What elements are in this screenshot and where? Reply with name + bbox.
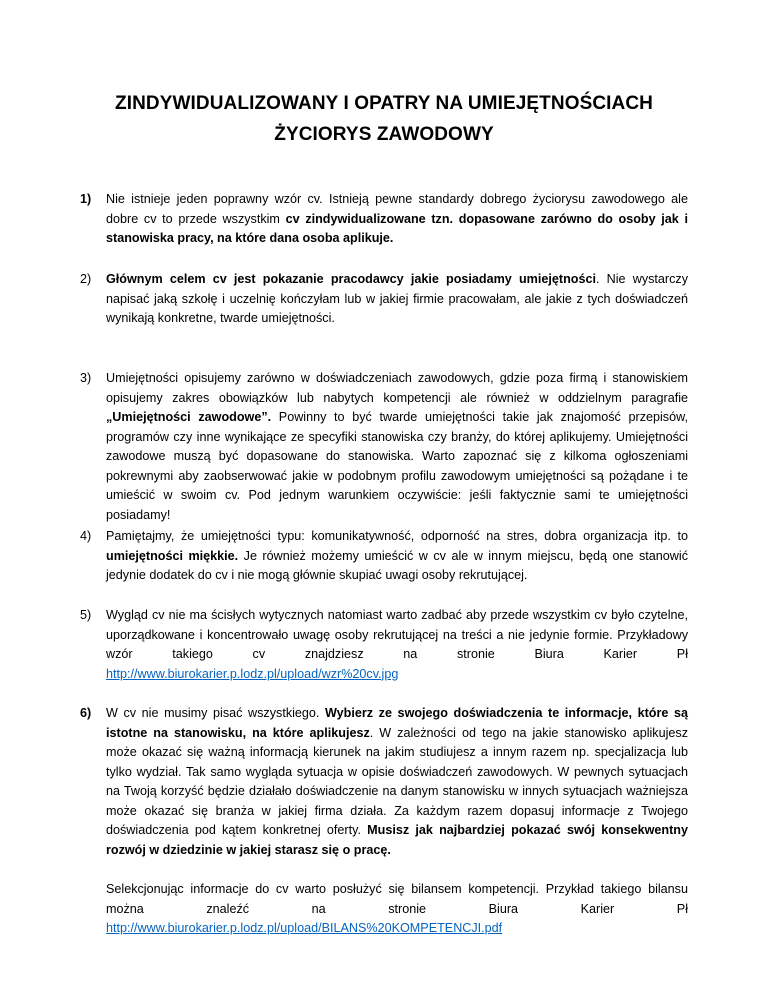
list-number: 4)	[80, 529, 92, 543]
list-item-2	[80, 270, 688, 329]
list-number: 5)	[80, 608, 92, 622]
closing-paragraph: Selekcjonując informacje do cv warto posłużyć się bilansem kompetencji. Przykład takiego bilansu można znaleźć na stronie Biura Karier Pł http://www.biurokarier.p.lodz.pl/upload/BILANS%20KOMPETENCJI.pdf	[106, 882, 688, 935]
list-item-1	[80, 190, 688, 249]
list-item-text: Nie istnieje jeden poprawny wzór cv. Istnieją pewne standardy dobrego życiorysu zawodowego ale dobre cv to przede wszystkim cv zindywidualizowane tzn. dopasowane zarówno do osoby jak i stanowiska pracy, na które dana osoba aplikuje.	[106, 192, 688, 245]
list-item-3	[80, 369, 688, 525]
list-item-6	[80, 704, 688, 860]
wzor-cv-link[interactable]: http://www.biurokarier.p.lodz.pl/upload/wzr%20cv.jpg	[106, 666, 399, 681]
list-item-text: Pamiętajmy, że umiejętności typu: komunikatywność, odporność na stres, dobra organizacja itp. to umiejętności miękkie. Je również możemy umieścić w cv ale w innym miejscu, będą one stanowić jedynie dodatek do cv i nie mogą głównie skupiać uwagi osoby rekrutującej.	[106, 529, 688, 582]
list-number: 1)	[80, 192, 92, 206]
list-item-text: Umiejętności opisujemy zarówno w doświadczeniach zawodowych, gdzie poza firmą i stanowiskiem opisujemy zakres obowiązków lub nabytych kompetencji ale również w oddzielnym paragrafie „Umiejętności zawodowe”. Powinny to być twarde umiejętności takie jak znajomość przepisów, programów czy inne wynikające ze specyfiki stanowiska czy branży, do której aplikujemy. Umiejętności zawodowe muszą być dopasowane do stanowiska. Warto zapoznać się z kilkoma ogłoszeniami pokrewnymi aby zaobserwować jakie w podobnym profilu zawodowym umiejętności są pożądane i te umieścić w swoim cv. Pod jednym warunkiem oczywiście: jeśli faktycznie sami te umiejętności posiadamy!	[106, 371, 689, 522]
list-item-4	[80, 527, 688, 586]
bilans-kompetencji-link[interactable]: http://www.biurokarier.p.lodz.pl/upload/BILANS%20KOMPETENCJI.pdf	[106, 921, 503, 935]
list-number: 2)	[80, 272, 92, 286]
title-line-1: ZINDYWIDUALIZOWANY I OPATRY NA UMIEJĘTNOŚCIACH	[114, 93, 654, 114]
list-number: 6)	[80, 706, 92, 720]
document-title	[80, 88, 688, 150]
list-item-text: Głównym celem cv jest pokazanie pracodawcy jakie posiadamy umiejętności. Nie wystarczy napisać jaką szkołę i uczelnię kończyłam lub w jakiej firmie pracowałam, ale jakie z tych doświadczeń wynikają konkretne, twarde umiejętności.	[106, 272, 689, 325]
list-item-text: Wygląd cv nie ma ścisłych wytycznych natomiast warto zadbać aby przede wszystkim cv było czytelne, uporządkowane i koncentrowało uwagę osoby rekrutującej na treści a nie jedynie formie. Przykładowy wzór takiego cv znajdziesz na stronie Biura Karier Pł http://www.biurokarier.p.lodz.pl/upload/wzr%20cv.jpg	[106, 608, 688, 681]
list-item-5	[80, 606, 688, 684]
title-line-2: ŻYCIORYS ZAWODOWY	[274, 124, 494, 145]
list-item-text: W cv nie musimy pisać wszystkiego. Wybierz ze swojego doświadczenia te informacje, które są istotne na stanowisku, na które aplikujesz. W zależności od tego na jakie stanowisko aplikujesz może okazać się ważną informacją kierunek na jakim studiujesz a innym razem np. specjalizacja lub tylko wydział. Tak samo wygląda sytuacja w opisie doświadczeń zawodowych. W pewnych sytuacjach na Twoją korzyść będzie działało doświadczenie na danym stanowisku w innych sytuacjach ważniejsza może okazać się branża w jakiej firma działa. Za każdym razem dopasuj informacje z Twojego doświadczenia pod kątem konkretnej oferty. Musisz jak najbardziej pokazać swój konsekwentny rozwój w dziedzinie w jakiej starasz się o pracę.	[106, 706, 689, 857]
list-number: 3)	[80, 371, 92, 385]
